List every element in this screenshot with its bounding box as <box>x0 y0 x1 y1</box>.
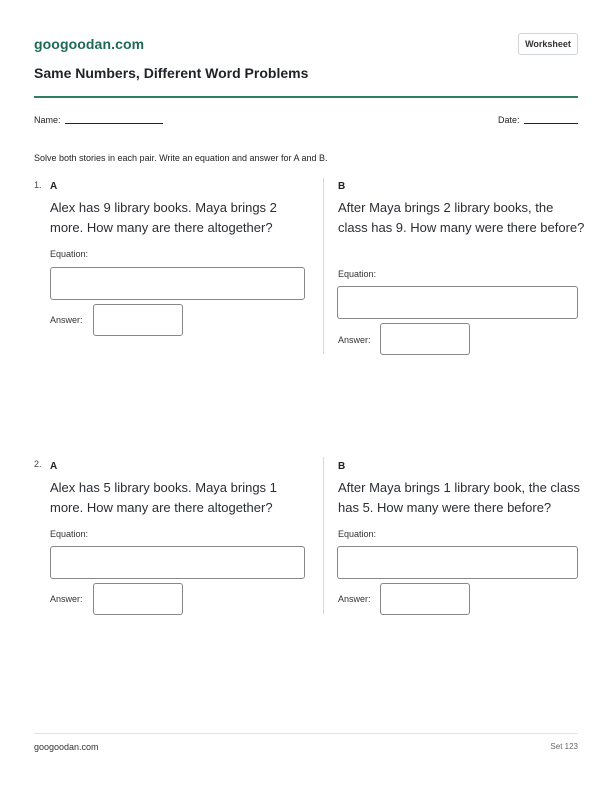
footer-rule <box>34 733 578 734</box>
equation-input[interactable] <box>50 267 305 300</box>
answer-label: Answer: <box>50 315 83 325</box>
column-divider <box>323 457 324 614</box>
equation-label: Equation: <box>338 269 377 279</box>
story-text: After Maya brings 1 library book, the class has 5. How many were there before? <box>338 480 581 515</box>
answer-input[interactable] <box>93 304 183 336</box>
equation-input[interactable] <box>337 546 578 579</box>
equation-input[interactable] <box>337 286 578 319</box>
problem-number: 2. <box>34 459 42 469</box>
name-line[interactable] <box>65 114 163 124</box>
answer-input[interactable] <box>380 323 470 355</box>
worksheet-badge: Worksheet <box>518 33 578 55</box>
answer-input[interactable] <box>380 583 470 615</box>
brand-logo: googoodan.com <box>34 36 145 52</box>
answer-input[interactable] <box>93 583 183 615</box>
equation-label: Equation: <box>50 249 89 259</box>
equation-input[interactable] <box>50 546 305 579</box>
answer-label: Answer: <box>50 594 83 604</box>
problem-number: 1. <box>34 180 42 190</box>
page-title: Same Numbers, Different Word Problems <box>34 65 309 81</box>
part-label: B <box>338 461 346 472</box>
date-label: Date: <box>498 115 520 125</box>
part-label: B <box>338 181 346 192</box>
part-label: A <box>50 461 58 472</box>
equation-label: Equation: <box>50 529 89 539</box>
answer-label: Answer: <box>338 335 371 345</box>
part-label: A <box>50 181 58 192</box>
instructions: Solve both stories in each pair. Write an equation and answer for A and B. <box>34 153 328 163</box>
date-field <box>498 114 578 125</box>
equation-label: Equation: <box>338 529 377 539</box>
name-field <box>34 114 163 125</box>
header-rule <box>34 96 578 98</box>
date-line[interactable] <box>524 114 578 124</box>
footer-set: Set 123 <box>550 742 578 751</box>
story-text: Alex has 5 library books. Maya brings 1 more. How many are there altogether? <box>50 480 277 515</box>
answer-label: Answer: <box>338 594 371 604</box>
name-label: Name: <box>34 115 61 125</box>
story-text: After Maya brings 2 library books, the class has 9. How many were there before? <box>338 200 585 235</box>
story-text: Alex has 9 library books. Maya brings 2 more. How many are there altogether? <box>50 200 277 235</box>
column-divider <box>323 178 324 354</box>
footer-site: googoodan.com <box>34 742 99 752</box>
